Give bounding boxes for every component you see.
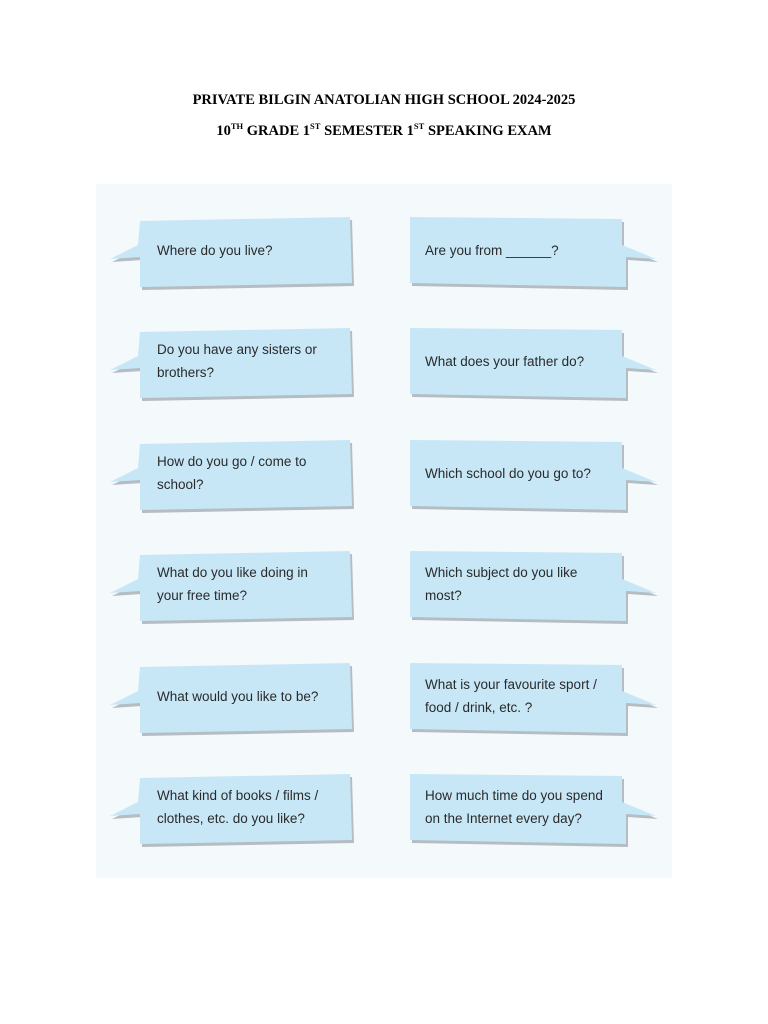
exam-superscript: ST bbox=[413, 121, 425, 131]
question-text bbox=[157, 551, 357, 617]
question-line: food / drink, etc. ? bbox=[425, 700, 533, 715]
question-line: most? bbox=[425, 588, 462, 603]
question-text bbox=[425, 551, 625, 617]
grade-superscript: TH bbox=[230, 121, 244, 131]
exam-label: SPEAKING EXAM bbox=[424, 123, 552, 139]
question-line: your free time? bbox=[157, 588, 248, 603]
question-bubble-right-5 bbox=[410, 663, 655, 737]
question-bubble-left-2 bbox=[108, 328, 353, 402]
question-line: How much time do you spend bbox=[425, 788, 603, 803]
question-bubble-left-5 bbox=[108, 663, 353, 737]
question-line: How do you go / come to bbox=[157, 454, 307, 469]
question-line: Where do you live? bbox=[157, 242, 273, 258]
question-bubble-left-4 bbox=[108, 551, 353, 625]
question-line: brothers? bbox=[157, 365, 215, 380]
exam-school-title: PRIVATE BILGIN ANATOLIAN HIGH SCHOOL 2024-2025 bbox=[192, 92, 576, 108]
question-line: clothes, etc. do you like? bbox=[157, 811, 305, 826]
question-bubble-right-2 bbox=[410, 328, 655, 402]
question-text bbox=[425, 774, 625, 840]
question-line: Are you from ______? bbox=[425, 242, 559, 258]
question-text bbox=[425, 440, 625, 506]
question-bubble-left-3 bbox=[108, 440, 353, 514]
question-bubble-right-3 bbox=[410, 440, 655, 514]
question-line: Do you have any sisters or bbox=[157, 342, 317, 357]
question-text bbox=[425, 217, 625, 283]
question-text bbox=[157, 440, 357, 506]
question-text bbox=[157, 217, 357, 283]
question-text bbox=[425, 328, 625, 394]
exam-subtitle bbox=[0, 123, 768, 140]
question-line: Which school do you go to? bbox=[425, 465, 591, 481]
question-bubble-right-1 bbox=[410, 217, 655, 291]
question-text bbox=[157, 774, 357, 840]
semester-superscript: ST bbox=[310, 121, 321, 131]
question-line: What is your favourite sport / bbox=[425, 677, 597, 692]
question-bubble-right-4 bbox=[410, 551, 655, 625]
question-line: What kind of books / films / bbox=[157, 788, 319, 803]
question-text bbox=[157, 663, 357, 729]
grade-label: GRADE 1 bbox=[243, 123, 311, 139]
question-line: What does your father do? bbox=[425, 353, 585, 369]
question-bubble-left-1 bbox=[108, 217, 353, 291]
question-text bbox=[425, 663, 625, 729]
question-line: What do you like doing in bbox=[157, 565, 308, 580]
question-text bbox=[157, 328, 357, 394]
question-line: school? bbox=[157, 477, 204, 492]
question-bubble-right-6 bbox=[410, 774, 655, 848]
question-line: What would you like to be? bbox=[157, 688, 319, 704]
grade-number: 10 bbox=[216, 123, 231, 139]
question-line: on the Internet every day? bbox=[425, 811, 582, 826]
question-bubble-left-6 bbox=[108, 774, 353, 848]
semester-label: SEMESTER 1 bbox=[320, 123, 414, 139]
question-line: Which subject do you like bbox=[425, 565, 578, 580]
